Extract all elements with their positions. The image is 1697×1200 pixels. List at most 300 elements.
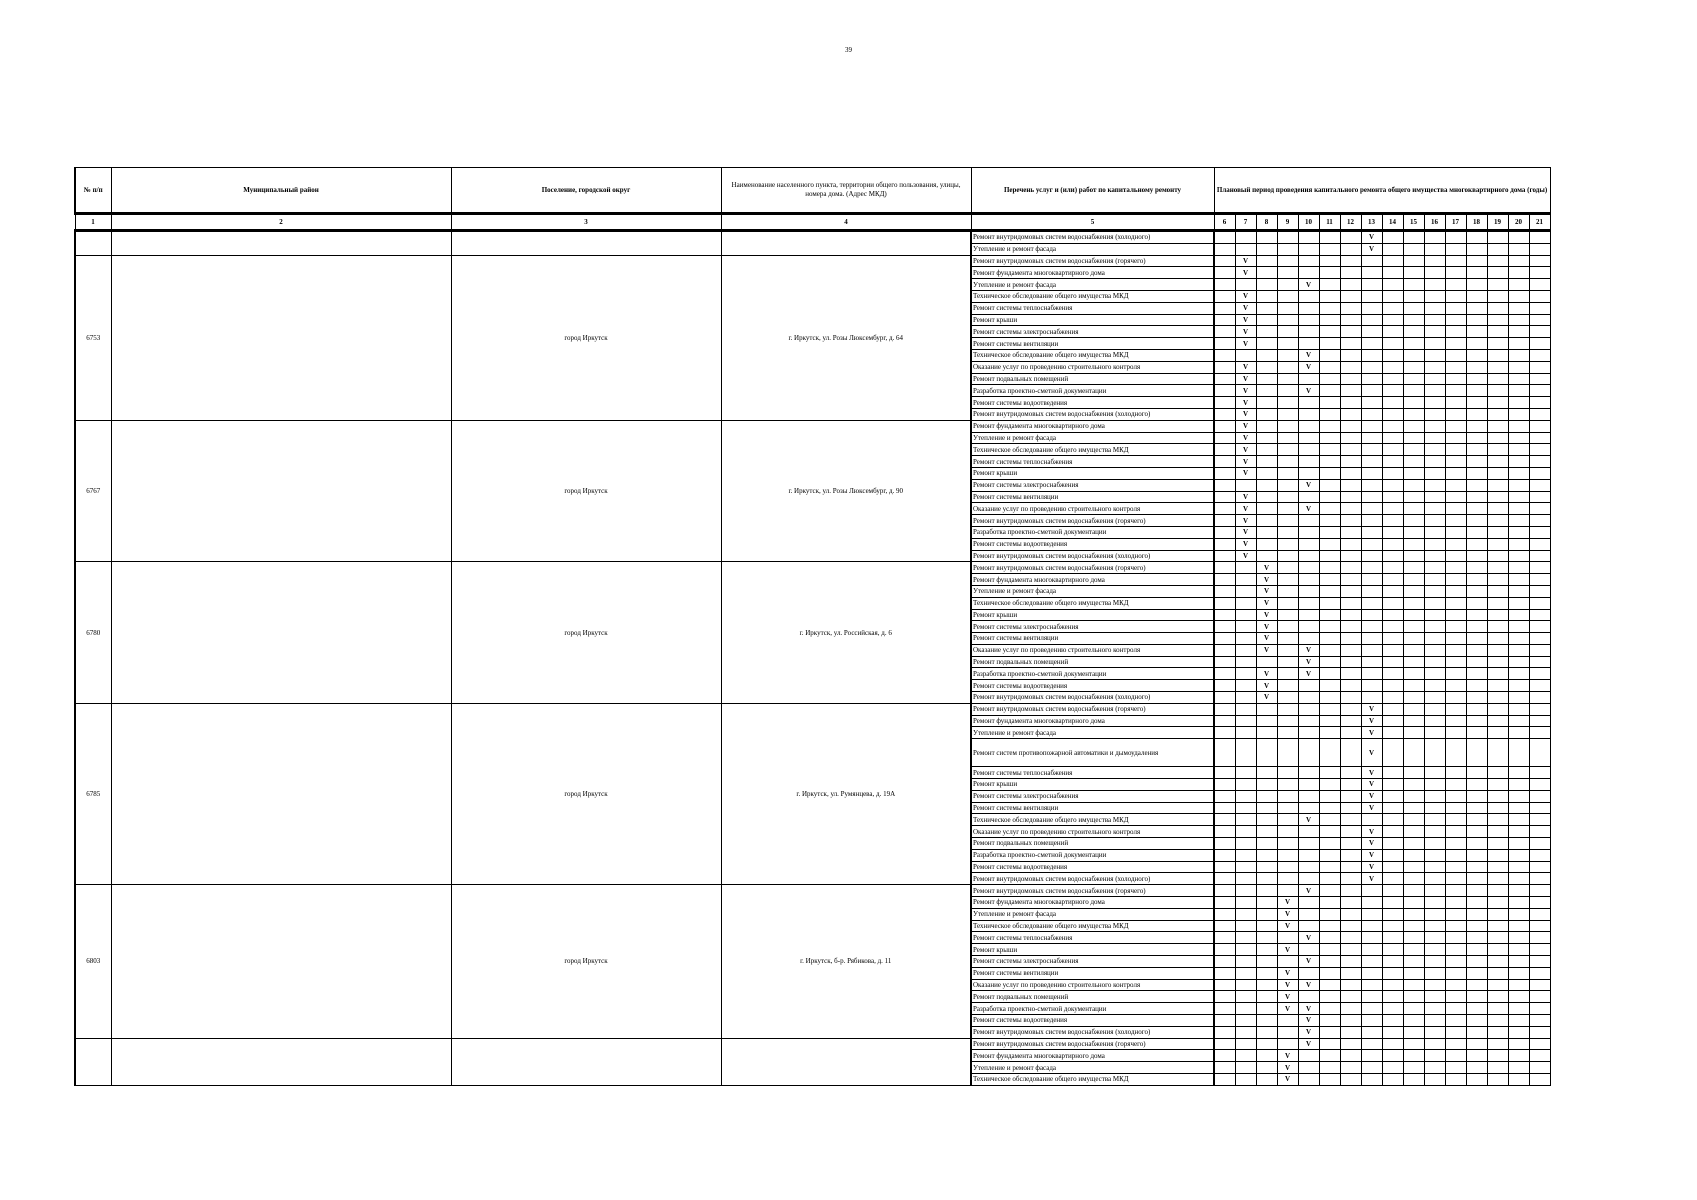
year-cell-15 — [1403, 727, 1424, 739]
year-cell-21 — [1529, 562, 1550, 574]
year-cell-12 — [1340, 302, 1361, 314]
address: г. Иркутск, ул. Розы Люксембург, д. 64 — [721, 255, 971, 420]
year-cell-16 — [1424, 314, 1445, 326]
year-cell-13 — [1361, 479, 1382, 491]
year-cell-18 — [1466, 408, 1487, 420]
year-cell-9 — [1277, 767, 1298, 779]
table-row — [75, 1038, 1550, 1050]
year-mark-13: V — [1361, 231, 1382, 244]
year-cell-13 — [1361, 956, 1382, 968]
year-cell-6 — [1214, 538, 1235, 550]
year-cell-10 — [1298, 255, 1319, 267]
work-item: Ремонт крыши — [971, 467, 1214, 479]
year-cell-16 — [1424, 267, 1445, 279]
year-cell-19 — [1487, 290, 1508, 302]
year-cell-8 — [1256, 885, 1277, 897]
year-cell-9 — [1277, 503, 1298, 515]
year-cell-11 — [1319, 668, 1340, 680]
year-cell-19 — [1487, 526, 1508, 538]
year-mark-7: V — [1235, 326, 1256, 338]
year-cell-12 — [1340, 644, 1361, 656]
year-cell-18 — [1466, 814, 1487, 826]
year-cell-15 — [1403, 609, 1424, 621]
year-cell-6 — [1214, 420, 1235, 432]
year-cell-6 — [1214, 767, 1235, 779]
year-cell-12 — [1340, 290, 1361, 302]
year-cell-10 — [1298, 420, 1319, 432]
year-cell-15 — [1403, 408, 1424, 420]
year-cell-8 — [1256, 991, 1277, 1003]
year-cell-11 — [1319, 633, 1340, 645]
year-cell-10 — [1298, 897, 1319, 909]
year-mark-8: V — [1256, 668, 1277, 680]
year-cell-11 — [1319, 779, 1340, 791]
year-cell-18 — [1466, 515, 1487, 527]
year-cell-8 — [1256, 326, 1277, 338]
work-item: Утепление и ремонт фасада — [971, 279, 1214, 291]
year-cell-11 — [1319, 715, 1340, 727]
year-cell-18 — [1466, 338, 1487, 350]
year-cell-14 — [1382, 243, 1403, 255]
year-cell-15 — [1403, 349, 1424, 361]
year-mark-13: V — [1361, 838, 1382, 850]
year-cell-21 — [1529, 538, 1550, 550]
year-cell-20 — [1508, 861, 1529, 873]
year-cell-18 — [1466, 727, 1487, 739]
year-cell-9 — [1277, 231, 1298, 244]
year-cell-19 — [1487, 644, 1508, 656]
year-cell-20 — [1508, 849, 1529, 861]
year-cell-7 — [1235, 790, 1256, 802]
year-cell-20 — [1508, 1038, 1529, 1050]
address — [721, 1038, 971, 1085]
year-cell-18 — [1466, 779, 1487, 791]
year-cell-12 — [1340, 944, 1361, 956]
work-item: Ремонт системы электроснабжения — [971, 621, 1214, 633]
year-cell-20 — [1508, 826, 1529, 838]
year-cell-6 — [1214, 408, 1235, 420]
year-cell-20 — [1508, 802, 1529, 814]
year-cell-7 — [1235, 621, 1256, 633]
year-cell-21 — [1529, 314, 1550, 326]
year-cell-19 — [1487, 790, 1508, 802]
year-cell-18 — [1466, 967, 1487, 979]
year-cell-15 — [1403, 314, 1424, 326]
year-cell-14 — [1382, 1050, 1403, 1062]
work-item: Разработка проектно-сметной документации — [971, 526, 1214, 538]
year-mark-7: V — [1235, 385, 1256, 397]
year-cell-11 — [1319, 897, 1340, 909]
year-cell-19 — [1487, 920, 1508, 932]
year-cell-6 — [1214, 920, 1235, 932]
year-cell-16 — [1424, 397, 1445, 409]
year-cell-18 — [1466, 802, 1487, 814]
settlement: город Иркутск — [451, 703, 721, 884]
year-cell-13 — [1361, 1015, 1382, 1027]
settlement: город Иркутск — [451, 562, 721, 704]
year-cell-6 — [1214, 668, 1235, 680]
year-cell-15 — [1403, 979, 1424, 991]
year-cell-20 — [1508, 932, 1529, 944]
column-number-10: 10 — [1298, 214, 1319, 231]
year-cell-17 — [1445, 444, 1466, 456]
year-cell-16 — [1424, 361, 1445, 373]
year-cell-8 — [1256, 267, 1277, 279]
year-cell-9 — [1277, 267, 1298, 279]
year-cell-21 — [1529, 373, 1550, 385]
year-cell-16 — [1424, 944, 1445, 956]
year-cell-20 — [1508, 538, 1529, 550]
year-cell-10 — [1298, 1062, 1319, 1074]
year-cell-9 — [1277, 255, 1298, 267]
work-item: Ремонт фундамента многоквартирного дома — [971, 267, 1214, 279]
year-cell-9 — [1277, 302, 1298, 314]
year-cell-13 — [1361, 538, 1382, 550]
year-cell-10 — [1298, 609, 1319, 621]
year-cell-21 — [1529, 644, 1550, 656]
year-cell-6 — [1214, 944, 1235, 956]
year-cell-16 — [1424, 861, 1445, 873]
work-item: Ремонт крыши — [971, 779, 1214, 791]
year-cell-18 — [1466, 790, 1487, 802]
year-cell-21 — [1529, 779, 1550, 791]
year-cell-18 — [1466, 373, 1487, 385]
year-cell-20 — [1508, 885, 1529, 897]
year-cell-10 — [1298, 849, 1319, 861]
year-cell-7 — [1235, 1062, 1256, 1074]
year-cell-7 — [1235, 680, 1256, 692]
year-cell-11 — [1319, 267, 1340, 279]
year-cell-16 — [1424, 727, 1445, 739]
year-cell-13 — [1361, 302, 1382, 314]
year-cell-11 — [1319, 491, 1340, 503]
year-cell-15 — [1403, 243, 1424, 255]
year-cell-19 — [1487, 550, 1508, 562]
year-cell-8 — [1256, 967, 1277, 979]
year-cell-11 — [1319, 597, 1340, 609]
year-cell-18 — [1466, 231, 1487, 244]
year-cell-17 — [1445, 373, 1466, 385]
year-cell-12 — [1340, 790, 1361, 802]
year-cell-8 — [1256, 526, 1277, 538]
year-mark-13: V — [1361, 873, 1382, 885]
year-cell-20 — [1508, 1073, 1529, 1085]
year-cell-6 — [1214, 838, 1235, 850]
year-cell-6 — [1214, 1062, 1235, 1074]
work-item: Оказание услуг по проведению строительного контроля — [971, 503, 1214, 515]
year-cell-20 — [1508, 908, 1529, 920]
table-row — [75, 231, 1550, 244]
year-cell-7 — [1235, 779, 1256, 791]
year-cell-6 — [1214, 597, 1235, 609]
year-cell-15 — [1403, 739, 1424, 767]
year-cell-21 — [1529, 956, 1550, 968]
year-cell-7 — [1235, 802, 1256, 814]
year-cell-7 — [1235, 1073, 1256, 1085]
year-cell-10 — [1298, 692, 1319, 704]
year-cell-10 — [1298, 267, 1319, 279]
year-mark-7: V — [1235, 515, 1256, 527]
year-cell-18 — [1466, 444, 1487, 456]
header-works: Перечень услуг и (или) работ по капитальному ремонту — [971, 168, 1214, 214]
year-cell-7 — [1235, 668, 1256, 680]
work-item: Ремонт крыши — [971, 944, 1214, 956]
work-item: Ремонт внутридомовых систем водоснабжения (холодного) — [971, 692, 1214, 704]
year-mark-8: V — [1256, 562, 1277, 574]
year-cell-11 — [1319, 703, 1340, 715]
year-cell-21 — [1529, 515, 1550, 527]
year-cell-20 — [1508, 231, 1529, 244]
year-cell-15 — [1403, 790, 1424, 802]
year-cell-20 — [1508, 302, 1529, 314]
year-cell-7 — [1235, 885, 1256, 897]
year-cell-18 — [1466, 255, 1487, 267]
address: г. Иркутск, б-р. Рябикова, д. 11 — [721, 885, 971, 1038]
year-cell-16 — [1424, 338, 1445, 350]
year-mark-13: V — [1361, 802, 1382, 814]
year-cell-21 — [1529, 408, 1550, 420]
year-cell-10 — [1298, 538, 1319, 550]
header-column-numbers — [75, 214, 1550, 231]
year-cell-20 — [1508, 255, 1529, 267]
year-cell-6 — [1214, 231, 1235, 244]
year-cell-12 — [1340, 656, 1361, 668]
year-cell-15 — [1403, 338, 1424, 350]
repair-schedule-table — [74, 167, 1551, 1086]
year-mark-9: V — [1277, 1073, 1298, 1085]
year-cell-6 — [1214, 739, 1235, 767]
year-cell-20 — [1508, 562, 1529, 574]
year-cell-10 — [1298, 739, 1319, 767]
year-cell-14 — [1382, 932, 1403, 944]
year-cell-13 — [1361, 979, 1382, 991]
year-cell-15 — [1403, 302, 1424, 314]
row-number: 6753 — [75, 255, 111, 420]
year-cell-7 — [1235, 838, 1256, 850]
year-cell-17 — [1445, 932, 1466, 944]
year-cell-21 — [1529, 231, 1550, 244]
year-cell-8 — [1256, 456, 1277, 468]
year-cell-17 — [1445, 408, 1466, 420]
year-cell-11 — [1319, 849, 1340, 861]
year-cell-14 — [1382, 944, 1403, 956]
year-cell-18 — [1466, 849, 1487, 861]
row-number — [75, 231, 111, 256]
year-cell-9 — [1277, 279, 1298, 291]
year-cell-12 — [1340, 314, 1361, 326]
year-cell-15 — [1403, 967, 1424, 979]
column-number-19: 19 — [1487, 214, 1508, 231]
year-cell-15 — [1403, 802, 1424, 814]
year-cell-19 — [1487, 231, 1508, 244]
year-mark-10: V — [1298, 979, 1319, 991]
year-cell-7 — [1235, 979, 1256, 991]
municipal-district — [111, 231, 451, 256]
year-cell-6 — [1214, 574, 1235, 586]
year-cell-8 — [1256, 1003, 1277, 1015]
year-mark-8: V — [1256, 633, 1277, 645]
year-cell-13 — [1361, 897, 1382, 909]
year-cell-20 — [1508, 621, 1529, 633]
year-cell-11 — [1319, 979, 1340, 991]
year-cell-16 — [1424, 920, 1445, 932]
year-cell-8 — [1256, 956, 1277, 968]
year-cell-14 — [1382, 503, 1403, 515]
year-cell-20 — [1508, 956, 1529, 968]
work-item: Ремонт системы электроснабжения — [971, 479, 1214, 491]
year-cell-6 — [1214, 908, 1235, 920]
year-mark-10: V — [1298, 503, 1319, 515]
year-cell-10 — [1298, 920, 1319, 932]
year-mark-7: V — [1235, 255, 1256, 267]
year-cell-9 — [1277, 956, 1298, 968]
year-cell-13 — [1361, 326, 1382, 338]
year-cell-19 — [1487, 692, 1508, 704]
municipal-district — [111, 562, 451, 704]
year-cell-18 — [1466, 279, 1487, 291]
year-cell-9 — [1277, 326, 1298, 338]
year-mark-13: V — [1361, 727, 1382, 739]
year-mark-7: V — [1235, 467, 1256, 479]
year-cell-9 — [1277, 314, 1298, 326]
work-item: Ремонт фундамента многоквартирного дома — [971, 574, 1214, 586]
year-mark-7: V — [1235, 491, 1256, 503]
year-cell-13 — [1361, 814, 1382, 826]
year-cell-18 — [1466, 432, 1487, 444]
column-number-3: 3 — [451, 214, 721, 231]
work-item: Ремонт системы вентиляции — [971, 802, 1214, 814]
year-cell-20 — [1508, 967, 1529, 979]
year-mark-9: V — [1277, 979, 1298, 991]
work-item: Утепление и ремонт фасада — [971, 727, 1214, 739]
year-cell-8 — [1256, 349, 1277, 361]
year-cell-14 — [1382, 479, 1403, 491]
work-item: Ремонт фундамента многоквартирного дома — [971, 420, 1214, 432]
year-cell-16 — [1424, 444, 1445, 456]
year-cell-13 — [1361, 944, 1382, 956]
year-cell-6 — [1214, 849, 1235, 861]
year-cell-17 — [1445, 1003, 1466, 1015]
year-cell-21 — [1529, 885, 1550, 897]
year-mark-8: V — [1256, 692, 1277, 704]
year-cell-20 — [1508, 897, 1529, 909]
year-cell-14 — [1382, 574, 1403, 586]
year-cell-17 — [1445, 574, 1466, 586]
work-item: Ремонт системы вентиляции — [971, 967, 1214, 979]
year-cell-13 — [1361, 932, 1382, 944]
year-cell-21 — [1529, 838, 1550, 850]
year-cell-14 — [1382, 826, 1403, 838]
year-cell-15 — [1403, 1026, 1424, 1038]
year-cell-19 — [1487, 1026, 1508, 1038]
year-cell-16 — [1424, 779, 1445, 791]
year-cell-18 — [1466, 1038, 1487, 1050]
year-cell-6 — [1214, 503, 1235, 515]
year-cell-14 — [1382, 397, 1403, 409]
year-cell-6 — [1214, 715, 1235, 727]
year-cell-18 — [1466, 979, 1487, 991]
header-number: № п/п — [75, 168, 111, 214]
year-cell-20 — [1508, 1062, 1529, 1074]
year-cell-19 — [1487, 349, 1508, 361]
year-cell-10 — [1298, 526, 1319, 538]
year-cell-16 — [1424, 255, 1445, 267]
year-mark-10: V — [1298, 361, 1319, 373]
year-cell-12 — [1340, 932, 1361, 944]
year-cell-14 — [1382, 302, 1403, 314]
year-cell-8 — [1256, 302, 1277, 314]
year-cell-19 — [1487, 1062, 1508, 1074]
year-cell-9 — [1277, 1026, 1298, 1038]
year-mark-10: V — [1298, 885, 1319, 897]
year-cell-13 — [1361, 967, 1382, 979]
year-cell-12 — [1340, 338, 1361, 350]
year-cell-18 — [1466, 656, 1487, 668]
year-cell-14 — [1382, 1073, 1403, 1085]
year-cell-9 — [1277, 727, 1298, 739]
year-mark-7: V — [1235, 444, 1256, 456]
year-cell-12 — [1340, 267, 1361, 279]
year-cell-6 — [1214, 1050, 1235, 1062]
row-number: 6803 — [75, 885, 111, 1038]
year-cell-19 — [1487, 1003, 1508, 1015]
year-mark-8: V — [1256, 574, 1277, 586]
year-cell-19 — [1487, 956, 1508, 968]
year-cell-9 — [1277, 790, 1298, 802]
year-cell-21 — [1529, 908, 1550, 920]
year-cell-20 — [1508, 397, 1529, 409]
year-cell-12 — [1340, 373, 1361, 385]
year-cell-16 — [1424, 538, 1445, 550]
year-cell-15 — [1403, 633, 1424, 645]
year-cell-15 — [1403, 397, 1424, 409]
year-cell-9 — [1277, 1015, 1298, 1027]
year-cell-7 — [1235, 1015, 1256, 1027]
year-cell-19 — [1487, 849, 1508, 861]
year-cell-9 — [1277, 597, 1298, 609]
work-item: Разработка проектно-сметной документации — [971, 668, 1214, 680]
year-cell-15 — [1403, 668, 1424, 680]
year-cell-11 — [1319, 1050, 1340, 1062]
year-cell-14 — [1382, 979, 1403, 991]
year-cell-16 — [1424, 838, 1445, 850]
year-cell-12 — [1340, 873, 1361, 885]
year-cell-20 — [1508, 385, 1529, 397]
year-cell-17 — [1445, 656, 1466, 668]
year-cell-15 — [1403, 944, 1424, 956]
year-cell-18 — [1466, 326, 1487, 338]
work-item: Утепление и ремонт фасада — [971, 432, 1214, 444]
work-item: Утепление и ремонт фасада — [971, 243, 1214, 255]
year-cell-8 — [1256, 515, 1277, 527]
year-cell-10 — [1298, 243, 1319, 255]
year-cell-9 — [1277, 644, 1298, 656]
year-cell-10 — [1298, 290, 1319, 302]
year-cell-11 — [1319, 826, 1340, 838]
header-planned-period: Плановый период проведения капитального ремонта общего имущества многоквартирного дома (годы) — [1214, 168, 1550, 214]
year-cell-10 — [1298, 680, 1319, 692]
year-cell-14 — [1382, 908, 1403, 920]
year-cell-9 — [1277, 633, 1298, 645]
year-cell-9 — [1277, 739, 1298, 767]
year-cell-21 — [1529, 279, 1550, 291]
year-cell-11 — [1319, 279, 1340, 291]
year-cell-8 — [1256, 767, 1277, 779]
year-cell-13 — [1361, 991, 1382, 1003]
year-cell-18 — [1466, 692, 1487, 704]
year-cell-14 — [1382, 727, 1403, 739]
municipal-district — [111, 885, 451, 1038]
